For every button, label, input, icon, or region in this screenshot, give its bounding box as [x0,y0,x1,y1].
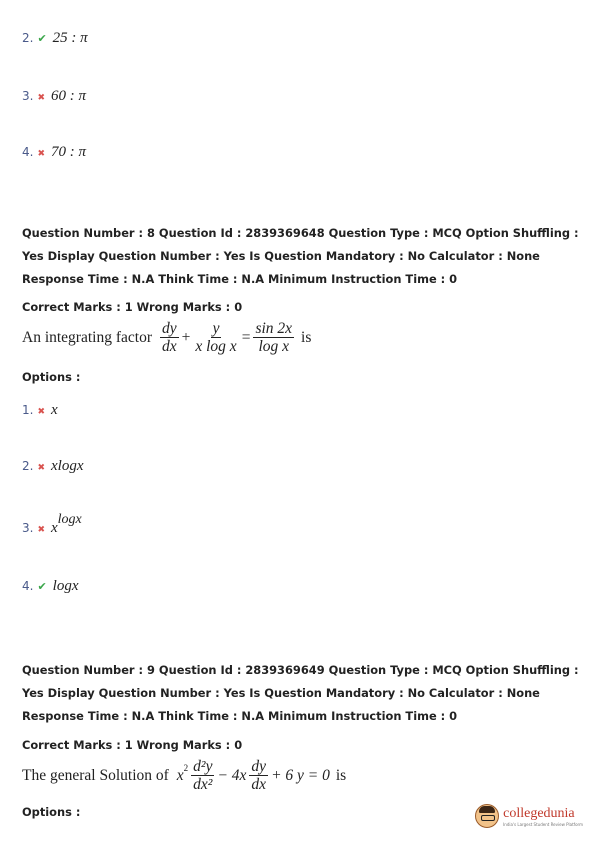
numerator: sin 2x [255,320,293,337]
x-exponent: 2 [183,762,189,773]
option-text: x [51,402,58,418]
equation-tail: + 6 y = 0 [271,766,330,784]
cross-icon: ✖ [37,525,45,535]
option-text-base: x [51,520,58,536]
logo-text [503,806,583,827]
x-term: x [176,766,184,784]
cross-icon: ✖ [37,407,45,417]
options-label: Options : [22,370,81,384]
cross-icon: ✖ [37,93,45,103]
cross-icon: ✖ [37,463,45,473]
option-number: 4. [22,145,34,159]
q8-option-4 [22,578,79,595]
equals-sign: = [241,328,251,346]
check-icon: ✔ [37,32,47,45]
fraction-d2y-dx2 [191,758,214,793]
option-number: 3. [22,89,34,103]
option-text: 60 : π [51,88,87,104]
numerator: d²y [193,758,213,775]
numerator: dy [251,758,267,775]
question-8-meta: Question Number : 8 Question Id : 2839369648 Question Type : MCQ Option Shuffling : Yes Display Question Number : Yes Is Question Mandatory : No Calculator : None Response Time : N.A Think Time : N.A Minimum Instruction Time : 0 [22,226,579,286]
prev-option-4 [22,144,86,161]
logo-tagline: India's Largest Student Review Platform [503,821,583,827]
check-icon: ✔ [37,580,47,593]
option-number: 4. [22,579,34,593]
fraction-dy-dx [160,320,179,355]
fraction-dy-dx [249,758,268,793]
collegedunia-logo [475,804,583,828]
plus-sign: + [181,328,191,346]
prev-option-2 [22,30,88,47]
fraction-sin2x-logx [253,320,294,355]
option-number: 2. [22,459,34,473]
question-8-marks: Correct Marks : 1 Wrong Marks : 0 [22,300,243,314]
denominator: x log x [195,338,237,355]
question-text-before: The general Solution of [22,766,169,784]
question-9-text [22,758,346,793]
cross-icon: ✖ [37,149,45,159]
denominator: log x [258,338,290,355]
q8-option-2 [22,458,83,475]
denominator: dx² [193,776,213,793]
prev-option-3 [22,88,86,105]
numerator: y [212,320,220,337]
option-number: 2. [22,31,34,45]
option-text: xlogx [51,458,84,474]
question-9-marks: Correct Marks : 1 Wrong Marks : 0 [22,738,243,752]
question-text-after: is [335,766,347,784]
q8-option-3 [22,512,82,537]
question-8-text [22,320,311,355]
mascot-icon [475,804,499,828]
numerator: dy [161,320,177,337]
fraction-y-xlogx [193,320,238,355]
option-number: 1. [22,403,34,417]
question-9-meta: Question Number : 9 Question Id : 2839369649 Question Type : MCQ Option Shuffling : Yes Display Question Number : Yes Is Question Mandatory : No Calculator : None Response Time : N.A Think Time : N.A Minimum Instruction Time : 0 [22,663,579,723]
question-text-before: An integrating factor [22,328,152,346]
option-text: 70 : π [51,144,87,160]
options-label: Options : [22,805,81,819]
q8-option-1 [22,402,58,419]
option-number: 3. [22,521,34,535]
logo-name: collegedunia [503,805,575,821]
option-text-superscript: logx [57,512,82,527]
denominator: dx [251,776,267,793]
denominator: dx [161,338,177,355]
question-text-after: is [301,328,312,346]
option-text: logx [52,578,79,594]
option-text: 25 : π [52,30,88,46]
minus-4x-term: − 4x [217,766,247,784]
